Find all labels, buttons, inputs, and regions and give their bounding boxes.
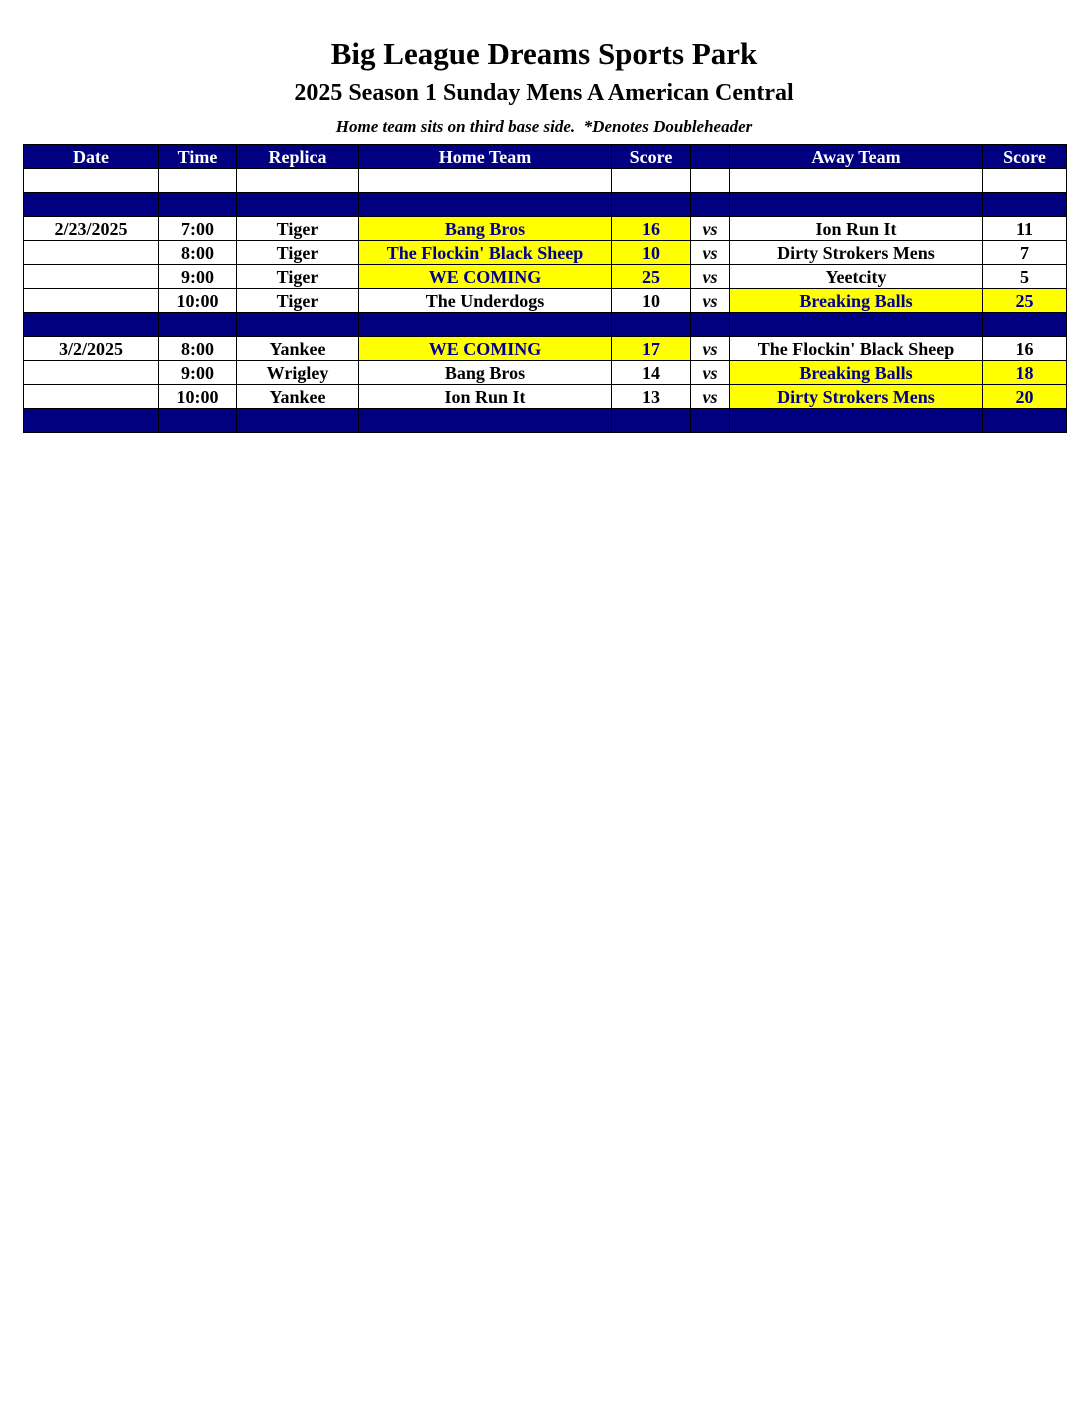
col-vs [691,145,730,169]
away-team: Breaking Balls [730,289,983,313]
game-date [24,361,159,385]
vs-label: vs [691,385,730,409]
game-time: 8:00 [159,241,237,265]
away-team: Breaking Balls [730,361,983,385]
vs-label: vs [691,265,730,289]
home-team: WE COMING [359,265,612,289]
game-date [24,289,159,313]
col-date: Date [24,145,159,169]
home-score: 17 [612,337,691,361]
away-team: Yeetcity [730,265,983,289]
vs-label: vs [691,361,730,385]
away-team: Dirty Strokers Mens [730,385,983,409]
vs-label: vs [691,241,730,265]
game-replica: Tiger [237,265,359,289]
away-score: 16 [983,337,1067,361]
game-replica: Yankee [237,385,359,409]
away-team: Ion Run It [730,217,983,241]
col-replica: Replica [237,145,359,169]
game-replica: Tiger [237,241,359,265]
separator-row [24,409,1067,433]
home-team: Bang Bros [359,217,612,241]
home-team: WE COMING [359,337,612,361]
schedule-table [23,144,1067,433]
table-row [24,241,1067,265]
doubleheader-note: Home team sits on third base side. *Denotes Doubleheader [335,117,753,136]
home-score: 14 [612,361,691,385]
page-subtitle: 2025 Season 1 Sunday Mens A American Central [294,80,794,106]
table-row [24,217,1067,241]
blank-row [24,169,1067,193]
away-team: The Flockin' Black Sheep [730,337,983,361]
home-team: Bang Bros [359,361,612,385]
away-score: 7 [983,241,1067,265]
away-score: 5 [983,265,1067,289]
home-score: 10 [612,289,691,313]
away-score: 25 [983,289,1067,313]
col-away-team: Away Team [730,145,983,169]
game-replica: Tiger [237,289,359,313]
home-score: 16 [612,217,691,241]
game-time: 10:00 [159,385,237,409]
col-time: Time [159,145,237,169]
header-row [24,145,1067,169]
home-team: The Underdogs [359,289,612,313]
home-score: 13 [612,385,691,409]
game-time: 9:00 [159,265,237,289]
home-score: 10 [612,241,691,265]
game-time: 9:00 [159,361,237,385]
game-date [24,385,159,409]
vs-label: vs [691,337,730,361]
away-team: Dirty Strokers Mens [730,241,983,265]
separator-row [24,193,1067,217]
col-home-team: Home Team [359,145,612,169]
game-date [24,265,159,289]
home-team: Ion Run It [359,385,612,409]
game-time: 8:00 [159,337,237,361]
game-time: 10:00 [159,289,237,313]
game-date [24,241,159,265]
table-row [24,385,1067,409]
away-score: 11 [983,217,1067,241]
game-time: 7:00 [159,217,237,241]
vs-label: vs [691,289,730,313]
game-date: 3/2/2025 [24,337,159,361]
table-row [24,265,1067,289]
away-score: 18 [983,361,1067,385]
col-away-score: Score [983,145,1067,169]
game-replica: Tiger [237,217,359,241]
away-score: 20 [983,385,1067,409]
table-row [24,361,1067,385]
col-home-score: Score [612,145,691,169]
table-row [24,337,1067,361]
page-title: Big League Dreams Sports Park [330,36,758,71]
home-team: The Flockin' Black Sheep [359,241,612,265]
game-date: 2/23/2025 [24,217,159,241]
game-replica: Yankee [237,337,359,361]
table-row [24,289,1067,313]
separator-row [24,313,1067,337]
vs-label: vs [691,217,730,241]
home-score: 25 [612,265,691,289]
game-replica: Wrigley [237,361,359,385]
